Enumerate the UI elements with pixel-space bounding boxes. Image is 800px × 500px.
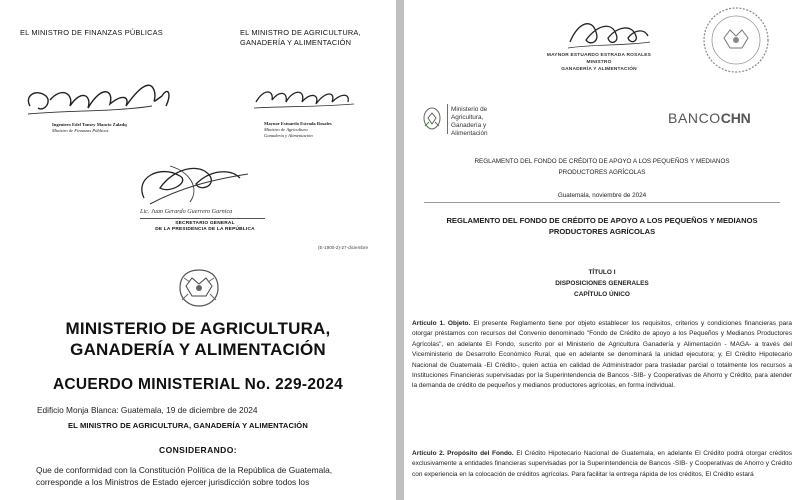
secretary-rule — [140, 218, 265, 219]
maga-emblem-icon — [421, 106, 443, 132]
maga-divider — [447, 104, 448, 134]
regulation-date: Guatemala, noviembre de 2024 — [557, 192, 647, 199]
agriculture-minister-caption: Maynor Estuardo Estrada Rosales Ministro de Agricultura Ganadería y Alimentación — [264, 121, 332, 138]
date-rule — [424, 202, 780, 203]
issuing-authority: EL MINISTRO DE AGRICULTURA, GANADERÍA Y ALIMENTACIÓN — [68, 421, 308, 430]
secretary-name: Lic. Juan Gerardo Guerrero Garnica — [140, 208, 233, 215]
banco-chn-logo: BANCOCHN — [668, 110, 751, 126]
finance-minister-signature — [22, 66, 182, 126]
secretary-title: SECRETARIO GENERAL DE LA PRESIDENCIA DE LA REPÚBLICA — [155, 221, 255, 233]
considerando-paragraph: Que de conformidad con la Constitución Política de la República de Guatemala, corresponde a los Ministros de Estado ejercer jurisdicción sobre todos los — [36, 465, 333, 487]
publication-reference: (E-1900-2)-27-diciembre — [318, 245, 369, 250]
considerando-heading: CONSIDERANDO: — [159, 445, 237, 455]
title-block: TÍTULO I DISPOSICIONES GENERALES CAPÍTULO ÚNICO — [555, 269, 649, 298]
page-gutter — [396, 0, 404, 500]
minister-stamp-text: MAYNOR ESTUARDO ESTRADA ROSALES MINISTRO GANADERÍA Y ALIMENTACIÓN — [546, 53, 652, 72]
agriculture-minister-heading-line-2: GANADERÍA Y ALIMENTACIÓN — [240, 38, 352, 47]
acuerdo-title: ACUERDO MINISTERIAL No. 229-2024 — [52, 376, 344, 393]
official-seal-icon — [700, 4, 772, 76]
secretary-signature — [130, 158, 260, 210]
regulation-cover-title: REGLAMENTO DEL FONDO DE CRÉDITO DE APOYO A LOS PEQUEÑOS Y MEDIANOS PRODUCTORES AGRÍCOLAS — [474, 158, 730, 176]
agriculture-minister-heading-line-1: EL MINISTRO DE AGRICULTURA, — [240, 28, 361, 37]
finance-minister-caption: Ingeniero Edel Tonsey Mancio Zaladq Ministro de Finanzas Públicas — [52, 122, 127, 133]
left-page — [0, 0, 396, 500]
agriculture-minister-heading — [240, 28, 396, 48]
ministry-title: MINISTERIO DE AGRICULTURA, GANADERÍA Y ALIMENTACIÓN — [65, 319, 331, 359]
agriculture-minister-signature — [250, 80, 360, 116]
article-2: Artículo 2. Propósito del Fondo. El Crédito Hipotecario Nacional de Guatemala, en adelante El Crédito podrá otorgar créditos exclusivamente a entidades financieras supervisadas por la Superintendencia de Bancos -SIB- y Cooperativas de Ahorro y Crédito con experiencia en la colocación de créditos agrícolas. Para facilitar la entrega rápida de los créditos, El Crédito estará — [412, 450, 792, 478]
maga-wordmark: Ministerio de Agricultura, Ganadería y Alimentación — [451, 106, 488, 137]
right-page — [404, 0, 800, 500]
place-date-line: Edificio Monja Blanca: Guatemala, 19 de diciembre de 2024 — [37, 405, 258, 415]
article-1: Artículo 1. Objeto. El presente Reglamento tiene por objeto establecer los requisitos, criterios y condiciones financieras para otorgar préstamos con recursos del Convenio denominado "Fondo de Crédito de apoyo a los Pequeños y Medianos Productores Agrícolas", en adelante El Fondo, suscrito por el Ministerio de Agricultura Ganadería y Alimentación - MAGA- a través del Viceministerio de Desarrollo Económico Rural, que en adelante se denominará la unidad ejecutora; y, El Crédito Hipotecario Nacional de Guatemala -El Crédito-, quien actúa en calidad de Administrador para trasladar parcial o totalmente los recursos a Instituciones Financieras supervisadas por la Superintendencia de Bancos -SIB- y Cooperativas de Ahorro y Crédito, para atender la demanda de crédito de pequeños y medianos productores agrícolas, en forma individual. — [412, 320, 793, 390]
coat-of-arms-icon — [176, 266, 222, 310]
minister-stamp-signature — [564, 12, 654, 56]
finance-minister-heading: EL MINISTRO DE FINANZAS PÚBLICAS — [20, 28, 163, 37]
regulation-title: REGLAMENTO DEL FONDO DE CRÉDITO DE APOYO A LOS PEQUEÑOS Y MEDIANOS PRODUCTORES AGRÍCOLAS — [446, 216, 758, 236]
